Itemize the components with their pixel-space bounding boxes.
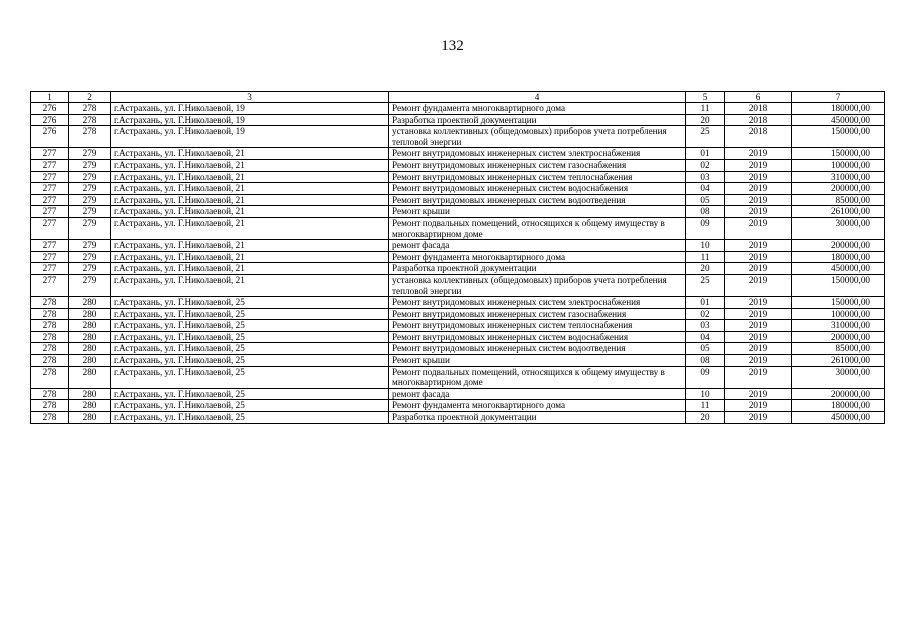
table-row <box>31 148 885 160</box>
cell-cost: 100000,00 <box>792 308 885 320</box>
table-row <box>31 206 885 218</box>
cell-work-code: 02 <box>686 159 725 171</box>
cell-cost: 200000,00 <box>792 240 885 252</box>
cell-work-type: Ремонт внутридомовых инженерных систем водоотведения <box>389 194 686 206</box>
cell-year: 2019 <box>725 206 792 218</box>
cell-row-number: 276 <box>31 103 69 115</box>
cell-work-type: Ремонт фундамента многоквартирного дома <box>389 103 686 115</box>
table-row <box>31 114 885 126</box>
cell-work-code: 02 <box>686 308 725 320</box>
cell-address: г.Астрахань, ул. Г.Николаевой, 21 <box>111 251 389 263</box>
cell-address: г.Астрахань, ул. Г.Николаевой, 25 <box>111 331 389 343</box>
cell-work-code: 01 <box>686 148 725 160</box>
cell-work-type: Ремонт крыши <box>389 206 686 218</box>
header-cell-7: 7 <box>792 92 885 103</box>
cell-year: 2019 <box>725 217 792 239</box>
table-body <box>31 92 885 424</box>
cell-cost: 150000,00 <box>792 274 885 296</box>
cell-work-type: Ремонт внутридомовых инженерных систем электроснабжения <box>389 297 686 309</box>
cell-row-number: 277 <box>31 263 69 275</box>
cell-year: 2019 <box>725 412 792 424</box>
cell-work-type: Ремонт внутридомовых инженерных систем теплоснабжения <box>389 171 686 183</box>
table-row <box>31 194 885 206</box>
cell-row-number: 277 <box>31 206 69 218</box>
cell-work-type: ремонт фасада <box>389 388 686 400</box>
cell-work-code: 05 <box>686 343 725 355</box>
cell-cost: 450000,00 <box>792 263 885 275</box>
table-row <box>31 263 885 275</box>
table-row <box>31 274 885 296</box>
cell-work-type: Ремонт крыши <box>389 355 686 367</box>
cell-row-number: 276 <box>31 126 69 148</box>
cell-cost: 200000,00 <box>792 183 885 195</box>
cell-address: г.Астрахань, ул. Г.Николаевой, 19 <box>111 103 389 115</box>
cell-work-code: 03 <box>686 171 725 183</box>
cell-address: г.Астрахань, ул. Г.Николаевой, 25 <box>111 366 389 388</box>
cell-work-type: ремонт фасада <box>389 240 686 252</box>
cell-address: г.Астрахань, ул. Г.Николаевой, 21 <box>111 183 389 195</box>
cell-address: г.Астрахань, ул. Г.Николаевой, 21 <box>111 171 389 183</box>
cell-address: г.Астрахань, ул. Г.Николаевой, 25 <box>111 297 389 309</box>
cell-address: г.Астрахань, ул. Г.Николаевой, 21 <box>111 263 389 275</box>
cell-work-code: 25 <box>686 126 725 148</box>
cell-work-type: Разработка проектной документации <box>389 412 686 424</box>
cell-address: г.Астрахань, ул. Г.Николаевой, 25 <box>111 412 389 424</box>
table-row <box>31 320 885 332</box>
cell-row-number: 278 <box>31 366 69 388</box>
cell-work-type: Разработка проектной документации <box>389 263 686 275</box>
cell-house-number: 278 <box>69 103 111 115</box>
cell-row-number: 278 <box>31 320 69 332</box>
cell-house-number: 280 <box>69 343 111 355</box>
cell-row-number: 277 <box>31 240 69 252</box>
cell-row-number: 277 <box>31 148 69 160</box>
cell-row-number: 278 <box>31 297 69 309</box>
cell-house-number: 279 <box>69 183 111 195</box>
table-row <box>31 308 885 320</box>
cell-cost: 100000,00 <box>792 159 885 171</box>
header-cell-2: 2 <box>69 92 111 103</box>
cell-house-number: 279 <box>69 251 111 263</box>
cell-address: г.Астрахань, ул. Г.Николаевой, 21 <box>111 194 389 206</box>
cell-address: г.Астрахань, ул. Г.Николаевой, 19 <box>111 114 389 126</box>
cell-row-number: 278 <box>31 343 69 355</box>
cell-house-number: 280 <box>69 388 111 400</box>
cell-address: г.Астрахань, ул. Г.Николаевой, 21 <box>111 159 389 171</box>
header-cell-1: 1 <box>31 92 69 103</box>
cell-address: г.Астрахань, ул. Г.Николаевой, 25 <box>111 355 389 367</box>
cell-year: 2019 <box>725 240 792 252</box>
cell-cost: 200000,00 <box>792 388 885 400</box>
cell-year: 2019 <box>725 148 792 160</box>
cell-cost: 261000,00 <box>792 355 885 367</box>
cell-year: 2019 <box>725 194 792 206</box>
table-row <box>31 412 885 424</box>
cell-house-number: 280 <box>69 331 111 343</box>
cell-year: 2019 <box>725 308 792 320</box>
cell-address: г.Астрахань, ул. Г.Николаевой, 25 <box>111 388 389 400</box>
cell-house-number: 279 <box>69 159 111 171</box>
cell-cost: 150000,00 <box>792 297 885 309</box>
cell-cost: 180000,00 <box>792 103 885 115</box>
cell-year: 2018 <box>725 103 792 115</box>
cell-cost: 180000,00 <box>792 251 885 263</box>
cell-cost: 261000,00 <box>792 206 885 218</box>
cell-address: г.Астрахань, ул. Г.Николаевой, 21 <box>111 217 389 239</box>
cell-work-code: 10 <box>686 388 725 400</box>
cell-work-type: Ремонт внутридомовых инженерных систем теплоснабжения <box>389 320 686 332</box>
cell-work-type: Ремонт подвальных помещений, относящихся к общему имуществу в многоквартирном доме <box>389 217 686 239</box>
cell-row-number: 277 <box>31 251 69 263</box>
cell-house-number: 279 <box>69 171 111 183</box>
cell-cost: 450000,00 <box>792 114 885 126</box>
repair-schedule-table <box>30 91 885 424</box>
cell-work-code: 11 <box>686 103 725 115</box>
cell-house-number: 280 <box>69 366 111 388</box>
cell-row-number: 278 <box>31 331 69 343</box>
table-row <box>31 297 885 309</box>
cell-year: 2019 <box>725 274 792 296</box>
cell-cost: 180000,00 <box>792 400 885 412</box>
cell-work-code: 09 <box>686 217 725 239</box>
table-row <box>31 355 885 367</box>
cell-work-code: 11 <box>686 251 725 263</box>
cell-work-type: установка коллективных (общедомовых) приборов учета потребления тепловой энергии <box>389 126 686 148</box>
table-row <box>31 240 885 252</box>
table-row <box>31 388 885 400</box>
cell-cost: 450000,00 <box>792 412 885 424</box>
cell-cost: 30000,00 <box>792 366 885 388</box>
cell-house-number: 280 <box>69 412 111 424</box>
cell-year: 2019 <box>725 171 792 183</box>
cell-house-number: 280 <box>69 308 111 320</box>
cell-address: г.Астрахань, ул. Г.Николаевой, 21 <box>111 274 389 296</box>
cell-cost: 85000,00 <box>792 343 885 355</box>
cell-row-number: 278 <box>31 388 69 400</box>
cell-work-type: Ремонт внутридомовых инженерных систем водоотведения <box>389 343 686 355</box>
cell-work-code: 20 <box>686 263 725 275</box>
cell-year: 2019 <box>725 251 792 263</box>
cell-year: 2019 <box>725 159 792 171</box>
cell-year: 2019 <box>725 320 792 332</box>
cell-work-type: Ремонт фундамента многоквартирного дома <box>389 251 686 263</box>
table-row <box>31 171 885 183</box>
cell-address: г.Астрахань, ул. Г.Николаевой, 25 <box>111 400 389 412</box>
cell-row-number: 277 <box>31 217 69 239</box>
cell-house-number: 278 <box>69 114 111 126</box>
table-row <box>31 126 885 148</box>
cell-year: 2019 <box>725 263 792 275</box>
cell-work-type: Ремонт внутридомовых инженерных систем водоснабжения <box>389 331 686 343</box>
cell-house-number: 279 <box>69 263 111 275</box>
cell-address: г.Астрахань, ул. Г.Николаевой, 25 <box>111 308 389 320</box>
cell-house-number: 279 <box>69 148 111 160</box>
cell-row-number: 276 <box>31 114 69 126</box>
table-row <box>31 183 885 195</box>
cell-year: 2019 <box>725 183 792 195</box>
table-row <box>31 366 885 388</box>
cell-work-code: 04 <box>686 331 725 343</box>
cell-row-number: 278 <box>31 308 69 320</box>
cell-work-code: 03 <box>686 320 725 332</box>
cell-work-type: Ремонт внутридомовых инженерных систем водоснабжения <box>389 183 686 195</box>
cell-row-number: 277 <box>31 171 69 183</box>
cell-house-number: 279 <box>69 206 111 218</box>
cell-year: 2019 <box>725 355 792 367</box>
cell-row-number: 278 <box>31 355 69 367</box>
cell-work-type: установка коллективных (общедомовых) приборов учета потребления тепловой энергии <box>389 274 686 296</box>
table-header-row <box>31 92 885 103</box>
cell-address: г.Астрахань, ул. Г.Николаевой, 25 <box>111 343 389 355</box>
cell-work-code: 11 <box>686 400 725 412</box>
cell-year: 2018 <box>725 114 792 126</box>
cell-house-number: 278 <box>69 126 111 148</box>
cell-house-number: 280 <box>69 355 111 367</box>
cell-cost: 200000,00 <box>792 331 885 343</box>
cell-address: г.Астрахань, ул. Г.Николаевой, 19 <box>111 126 389 148</box>
table-row <box>31 343 885 355</box>
cell-work-code: 05 <box>686 194 725 206</box>
cell-year: 2019 <box>725 343 792 355</box>
cell-cost: 150000,00 <box>792 148 885 160</box>
header-cell-6: 6 <box>725 92 792 103</box>
table-row <box>31 103 885 115</box>
cell-cost: 310000,00 <box>792 171 885 183</box>
cell-row-number: 278 <box>31 400 69 412</box>
cell-house-number: 279 <box>69 194 111 206</box>
cell-house-number: 279 <box>69 274 111 296</box>
header-cell-3: 3 <box>111 92 389 103</box>
cell-house-number: 280 <box>69 297 111 309</box>
cell-year: 2019 <box>725 331 792 343</box>
cell-work-code: 25 <box>686 274 725 296</box>
cell-year: 2018 <box>725 126 792 148</box>
cell-address: г.Астрахань, ул. Г.Николаевой, 21 <box>111 206 389 218</box>
table-row <box>31 217 885 239</box>
header-cell-4: 4 <box>389 92 686 103</box>
cell-work-type: Ремонт внутридомовых инженерных систем газоснабжения <box>389 308 686 320</box>
cell-house-number: 279 <box>69 240 111 252</box>
cell-work-code: 20 <box>686 114 725 126</box>
cell-work-code: 08 <box>686 355 725 367</box>
cell-work-type: Ремонт подвальных помещений, относящихся к общему имуществу в многоквартирном доме <box>389 366 686 388</box>
header-cell-5: 5 <box>686 92 725 103</box>
cell-address: г.Астрахань, ул. Г.Николаевой, 21 <box>111 148 389 160</box>
table-row <box>31 251 885 263</box>
table-row <box>31 331 885 343</box>
cell-work-type: Ремонт фундамента многоквартирного дома <box>389 400 686 412</box>
cell-cost: 85000,00 <box>792 194 885 206</box>
cell-year: 2019 <box>725 297 792 309</box>
table-row <box>31 400 885 412</box>
cell-cost: 150000,00 <box>792 126 885 148</box>
cell-house-number: 280 <box>69 400 111 412</box>
cell-address: г.Астрахань, ул. Г.Николаевой, 21 <box>111 240 389 252</box>
cell-year: 2019 <box>725 366 792 388</box>
cell-year: 2019 <box>725 400 792 412</box>
cell-row-number: 277 <box>31 274 69 296</box>
cell-work-type: Ремонт внутридомовых инженерных систем электроснабжения <box>389 148 686 160</box>
cell-work-code: 20 <box>686 412 725 424</box>
cell-house-number: 279 <box>69 217 111 239</box>
cell-work-type: Разработка проектной документации <box>389 114 686 126</box>
cell-row-number: 277 <box>31 183 69 195</box>
cell-work-code: 09 <box>686 366 725 388</box>
cell-house-number: 280 <box>69 320 111 332</box>
cell-row-number: 277 <box>31 159 69 171</box>
cell-work-code: 04 <box>686 183 725 195</box>
cell-address: г.Астрахань, ул. Г.Николаевой, 25 <box>111 320 389 332</box>
cell-row-number: 278 <box>31 412 69 424</box>
cell-work-code: 10 <box>686 240 725 252</box>
cell-work-type: Ремонт внутридомовых инженерных систем газоснабжения <box>389 159 686 171</box>
table-row <box>31 159 885 171</box>
page-number: 132 <box>441 38 464 54</box>
cell-cost: 30000,00 <box>792 217 885 239</box>
cell-work-code: 08 <box>686 206 725 218</box>
cell-row-number: 277 <box>31 194 69 206</box>
cell-work-code: 01 <box>686 297 725 309</box>
cell-year: 2019 <box>725 388 792 400</box>
cell-cost: 310000,00 <box>792 320 885 332</box>
